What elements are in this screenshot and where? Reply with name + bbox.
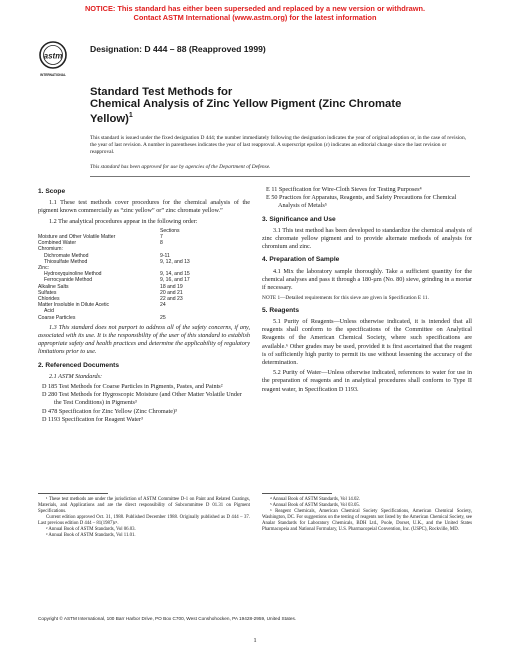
- withdrawal-notice: [0, 4, 510, 22]
- approval-statement: This standard has been approved for use by agencies of the Department of Defense.: [90, 164, 271, 170]
- section-heading-preparation: 4. Preparation of Sample: [262, 256, 340, 264]
- table-cell-sections: 22 and 23: [160, 296, 183, 303]
- footnotes-left: [38, 497, 250, 539]
- table-header-sections: Sections: [160, 227, 180, 234]
- table-cell-sections: 9, 12, and 13: [160, 258, 190, 265]
- table-cell-topic: Chromium:: [38, 246, 63, 253]
- section-heading-scope: 1. Scope: [38, 188, 66, 195]
- issuance-statement: This standard is issued under the fixed designation D 444; the number immediately following the designation indicates the year of original adoption or, in the case of revision, the year of last revision. A number in parentheses indicates the year of last reapproval. A superscript epsilon (ε) indicates an editorial change since the last revision or reapproval.: [90, 135, 466, 155]
- reference-list: [38, 383, 250, 424]
- reference-item: E 11 Specification for Wire-Cloth Sieves for Testing Purposes⁴: [266, 186, 422, 193]
- svg-text:INTERNATIONAL: INTERNATIONAL: [40, 73, 66, 77]
- paragraph-1-2: 1.2 The analytical procedures appear in the following order:: [49, 217, 198, 225]
- table-cell-topic: Combined Water: [38, 240, 77, 247]
- reference-item: D 478 Specification for Zinc Yellow (Zinc Chromate)³: [42, 407, 177, 415]
- title-line-2: Chemical Analysis of Zinc Yellow Pigment (Zinc Chromate: [90, 98, 402, 110]
- footnote-rule-left: [38, 493, 108, 494]
- table-cell-sections: 25: [160, 314, 166, 321]
- table-cell-topic: Alkaline Salts: [38, 283, 69, 290]
- paragraph-2-1: 2.1 ASTM Standards:: [49, 372, 103, 380]
- section-heading-reagents: 5. Reagents: [262, 306, 300, 314]
- reference-list-continued: [262, 186, 472, 211]
- table-cell-sections: 20 and 21: [160, 289, 183, 296]
- table-cell-sections: 8: [160, 240, 163, 247]
- table-cell-sections: 18 and 19: [160, 283, 183, 290]
- notice-line-1: NOTICE: This standard has either been superseded and replaced by a new version or withdrawn.: [84, 4, 426, 13]
- table-cell-topic: Hydroxyquinoline Method: [44, 271, 102, 278]
- astm-logo: [38, 40, 68, 80]
- title-line-1: Standard Test Methods for: [90, 86, 233, 98]
- page-number: 1: [253, 637, 257, 644]
- notice-line-2: Contact ASTM International (www.astm.org) for the latest information: [133, 13, 377, 22]
- procedures-table-body: [38, 234, 250, 321]
- table-cell-sections: 9-11: [160, 252, 170, 259]
- svg-text:astm: astm: [43, 51, 63, 61]
- paragraph-4-1: 4.1 Mix the laboratory sample thoroughly. Take a sufficient quantity for the chemical analyses and pass it through a 180-µm (No. 80) sieve, grinding in a mortar if necessary.: [262, 267, 472, 292]
- note-1: NOTE 1—Detailed requirements for this sieve are given in Specification E 11.: [262, 295, 429, 302]
- paragraph-5-2: 5.2 Purity of Water—Unless otherwise indicated, references to water for use in the preparation of reagents and in analytical procedures shall conform to Type II reagent water, in Specification D 1193.: [262, 369, 472, 393]
- right-column: [262, 186, 472, 396]
- table-cell-topic: Acid: [44, 308, 54, 315]
- header-divider: [90, 176, 470, 177]
- table-cell-sections: 24: [160, 302, 166, 309]
- footnote: ³ Annual Book of ASTM Standards, Vol 11.01.: [46, 533, 136, 538]
- section-heading-significance: 3. Significance and Use: [262, 215, 336, 223]
- astm-logo-icon: [38, 40, 68, 80]
- reference-item: E 50 Practices for Apparatus, Reagents, and Safety Precautions for Chemical Analysis of Metals⁵: [266, 194, 457, 210]
- paragraph-1-1: 1.1 These test methods cover procedures for the chemical analysis of the pigment known commercially as “zinc yellow” or” zinc chromate yellow.”: [38, 199, 250, 215]
- table-cell-topic: Sulfates: [38, 289, 57, 296]
- section-heading-referenced: 2. Referenced Documents: [38, 361, 119, 369]
- reference-item: D 1193 Specification for Reagent Water³: [42, 415, 143, 423]
- left-column: [38, 186, 250, 424]
- table-cell-topic: Moisture and Other Volatile Matter: [38, 234, 116, 241]
- designation: Designation: D 444 – 88 (Reapproved 1999): [90, 44, 266, 54]
- reference-item: D 185 Test Methods for Coarse Particles in Pigments, Pastes, and Paints²: [42, 383, 223, 391]
- title-footnote-mark: 1: [128, 112, 133, 119]
- procedures-table: [38, 228, 250, 321]
- table-cell-topic: Coarse Particles: [38, 314, 76, 321]
- table-cell-sections: 9, 14, and 15: [160, 271, 190, 278]
- table-cell-sections: 7: [160, 234, 163, 241]
- paragraph-3-1: 3.1 This test method has been developed to standardize the chemical analysis of zinc chromate yellow pigment and to provide alternate methods of analysis for chromium and zinc.: [262, 226, 472, 251]
- footnotes-right: [262, 497, 472, 533]
- footnote: ¹ These test methods are under the jurisdiction of ASTM Committee D-1 on Paint and Related Coatings, Materials, and Applications and are the direct responsibility of Subcommittee D 01.31 on Pigment Specifications.: [38, 497, 250, 514]
- footnote: ⁴ Annual Book of ASTM Standards, Vol 14.02.: [270, 497, 360, 502]
- document-title: [90, 86, 440, 125]
- paragraph-5-1: 5.1 Purity of Reagents—Unless otherwise indicated, it is intended that all reagents shall conform to the specifications of the Committee on Analytical Reagents of the American Chemical Society, where such specifications are available.⁶ Other grades may be used, provided it is first ascertained that the reagent is of sufficiently high purity to permit its use without lessening the accuracy of the determination.: [262, 318, 472, 367]
- table-cell-topic: Ferrocyanide Method: [44, 277, 93, 284]
- footnote: ⁵ Annual Book of ASTM Standards, Vol 03.05.: [270, 503, 360, 508]
- table-cell-sections: 9, 16, and 17: [160, 277, 190, 284]
- table-cell-topic: Dichromate Method: [44, 252, 89, 259]
- table-cell-topic: Thiosulfate Method: [44, 258, 88, 265]
- copyright-line: Copyright © ASTM International, 100 Barr Harbor Drive, PO Box C700, West Conshohocken, PA 19428-2959, United States.: [38, 616, 297, 621]
- footnote-rule-right: [262, 493, 332, 494]
- table-cell-topic: Chlorides: [38, 296, 60, 303]
- table-cell-topic: Zinc:: [38, 265, 50, 272]
- footnote: ² Annual Book of ASTM Standards, Vol 06.03.: [46, 527, 136, 532]
- paragraph-1-3: 1.3 This standard does not purport to address all of the safety concerns, if any, associated with its use. It is the responsibility of the user of this standard to establish appropriate safety and health practices and determine the applicability of regulatory limitations prior to use.: [38, 323, 250, 356]
- table-cell-topic: Matter Insoluble in Dilute Acetic: [38, 302, 110, 309]
- table-row: [38, 315, 250, 321]
- footnote: ⁶ Reagent Chemicals, American Chemical Society Specifications, American Chemical Society, Washington, DC. For suggestions on the testing of reagents not listed by the American Chemical Society, see Analar Standards for Laboratory Chemicals, BDH Ltd., Poole, Dorset, U.K., and the United States Pharmacopeia and National Formulary, U.S. Pharmacopeial Convention, Inc. (USPC), Rockville, MD.: [262, 509, 472, 532]
- reference-item: D 280 Test Methods for Hygroscopic Moisture (and Other Matter Volatile Under the Test Conditions) in Pigments³: [42, 391, 242, 407]
- footnote: Current edition approved Oct. 31, 1988. Published December 1988. Originally published as D 444 – 37. Last previous edition D 444 – 81(1987)ε¹.: [38, 515, 250, 526]
- title-line-3: Yellow)$^1$: [90, 112, 133, 125]
